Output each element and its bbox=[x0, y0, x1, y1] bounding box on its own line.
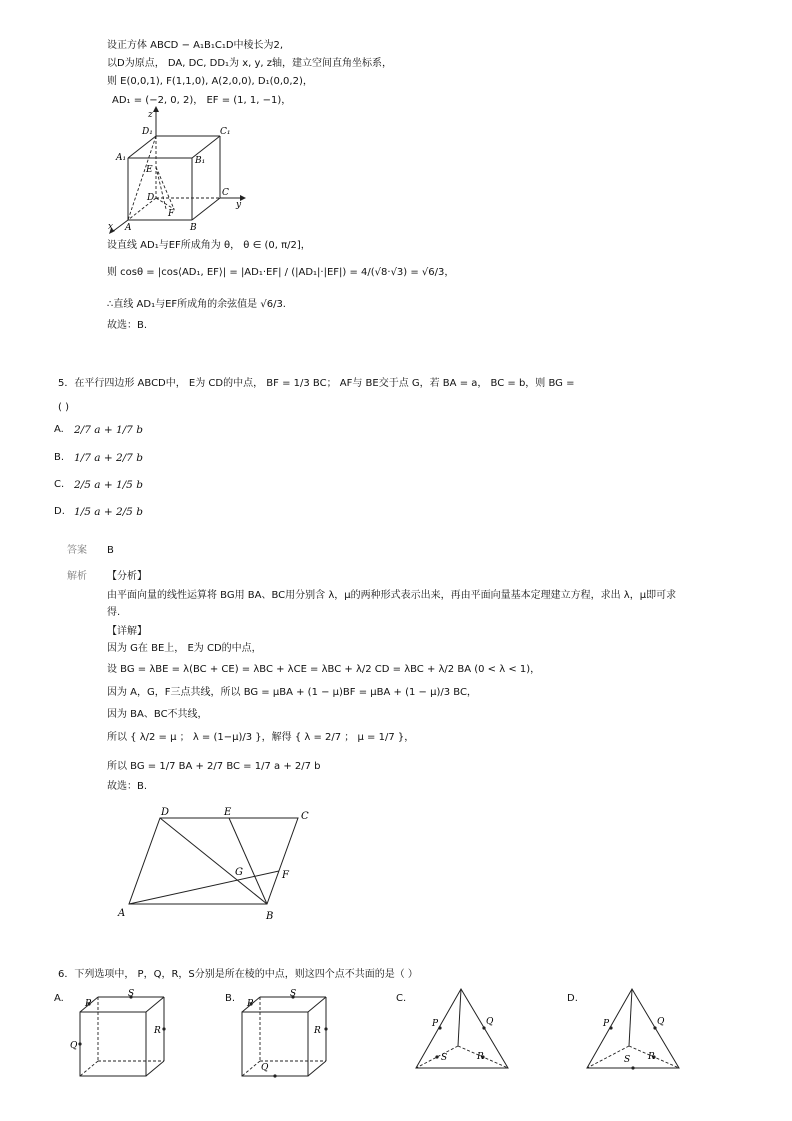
q6a-label-p: P bbox=[85, 999, 92, 1009]
q5-option-c-letter: C. bbox=[54, 479, 65, 490]
q6a-label-r: R bbox=[154, 1026, 161, 1036]
q6-option-a-letter: A. bbox=[54, 993, 64, 1004]
cube-label-x: x bbox=[108, 222, 114, 232]
sol4-line-3: 则 E(0,0,1), F(1,1,0), A(2,0,0), D₁(0,0,2)， bbox=[107, 76, 313, 87]
fig5-label-g: G bbox=[235, 867, 243, 878]
fig5-label-b: B bbox=[266, 911, 274, 922]
q5-detail-line-1: 因为 G在 BE上， E为 CD的中点， bbox=[107, 643, 262, 654]
cube-label-a: A bbox=[125, 223, 132, 233]
cube-label-c: C bbox=[222, 188, 229, 198]
q5-analysis-line-1: 由平面向量的线性运算将 BG用 BA、BC用分别含 λ，μ的两种形式表示出来，再由平面向量基本定理建立方程，求出 λ，μ即可求 bbox=[107, 590, 677, 601]
q6-option-d-letter: D. bbox=[567, 993, 578, 1004]
parallelogram-figure-q5 bbox=[110, 800, 320, 925]
q6c-label-q: Q bbox=[486, 1017, 494, 1027]
q6-option-c-letter: C. bbox=[396, 993, 407, 1004]
cube-label-d: D bbox=[147, 193, 155, 203]
q5-option-c-text: 2/5 a + 1/5 b bbox=[74, 479, 143, 491]
q6-option-b-letter: B. bbox=[225, 993, 236, 1004]
q6-stem: 6．下列选项中， P，Q，R，S分别是所在棱的中点，则这四个点不共面的是（ ） bbox=[58, 969, 418, 980]
cube-label-e: E bbox=[146, 165, 153, 175]
q6b-label-p: P bbox=[247, 999, 254, 1009]
q5-analysis-line-2: 得. bbox=[107, 607, 121, 618]
q6-option-b-figure bbox=[228, 986, 338, 1081]
sol4-line-7: ∴直线 AD₁与EF所成角的余弦值是 √6/3. bbox=[107, 299, 286, 310]
q5-option-d-letter: D. bbox=[54, 506, 65, 517]
q6-option-a-figure bbox=[66, 986, 176, 1081]
fig5-label-d: D bbox=[161, 807, 170, 818]
cube-label-a1: A₁ bbox=[116, 153, 127, 163]
cube-label-f: F bbox=[168, 209, 175, 219]
q5-analysis-label: 解析 bbox=[67, 571, 87, 582]
sol4-line-2: 以D为原点， DA, DC, DD₁为 x, y, z轴，建立空间直角坐标系， bbox=[107, 58, 393, 69]
cube-figure-q4 bbox=[100, 106, 260, 234]
sol4-line-1: 设正方体 ABCD − A₁B₁C₁D中棱长为2, bbox=[107, 40, 284, 51]
cube-label-d1: D₁ bbox=[142, 127, 153, 137]
cube-label-y: y bbox=[236, 200, 242, 210]
q5-xiangjie-heading: 【详解】 bbox=[107, 626, 147, 637]
q5-option-d-text: 1/5 a + 2/5 b bbox=[74, 506, 143, 518]
q5-detail-line-7: 故选：B. bbox=[107, 781, 148, 792]
q6c-label-r: R bbox=[477, 1052, 484, 1062]
q5-answer-blank: ( ) bbox=[58, 402, 69, 413]
sol4-line-8: 故选：B. bbox=[107, 320, 148, 331]
fig5-label-e: E bbox=[224, 807, 232, 818]
sol4-line-6: 则 cosθ = |cos⟨AD₁, EF⟩| = |AD₁·EF| / (|AD₁|·|EF|) = 4/(√8·√3) = √6/3， bbox=[107, 267, 455, 278]
q6a-label-q: Q bbox=[70, 1041, 78, 1051]
q6d-label-q: Q bbox=[657, 1017, 665, 1027]
cube-label-b: B bbox=[190, 223, 197, 233]
q5-answer-value: B bbox=[107, 545, 114, 556]
sol4-line-4: AD₁ = (−2, 0, 2)， EF = (1, 1, −1)， bbox=[112, 95, 292, 106]
q5-option-b-letter: B. bbox=[54, 452, 65, 463]
q6-option-d-figure bbox=[579, 984, 687, 1074]
q5-detail-line-5: 所以 { λ/2 = μ ； λ = (1−μ)/3 }，解得 { λ = 2/7 ； μ = 1/7 }， bbox=[107, 732, 415, 743]
q5-stem: 5．在平行四边形 ABCD中， E为 CD的中点， BF = 1/3 BC； AF与 BE交于点 G，若 BA = a， BC = b，则 BG = bbox=[58, 378, 575, 389]
q6d-label-p: P bbox=[603, 1019, 610, 1029]
cube-label-c1: C₁ bbox=[220, 127, 231, 137]
cube-label-z: z bbox=[148, 110, 153, 120]
sol4-line-5: 设直线 AD₁与EF所成角为 θ， θ ∈ (0, π/2]， bbox=[107, 240, 311, 251]
q5-option-b-text: 1/7 a + 2/7 b bbox=[74, 452, 143, 464]
q6-option-c-figure bbox=[408, 984, 516, 1074]
q5-detail-line-2: 设 BG = λBE = λ(BC + CE) = λBC + λCE = λBC + λ/2 CD = λBC + λ/2 BA (0 < λ < 1)， bbox=[107, 664, 541, 675]
q6b-label-s: S bbox=[290, 989, 297, 999]
q6d-label-s: S bbox=[624, 1055, 631, 1065]
q6c-label-p: P bbox=[432, 1019, 439, 1029]
q6b-label-q: Q bbox=[261, 1063, 269, 1073]
q6c-label-s: S bbox=[441, 1053, 448, 1063]
cube-label-b1: B₁ bbox=[195, 156, 206, 166]
q5-detail-line-6: 所以 BG = 1/7 BA + 2/7 BC = 1/7 a + 2/7 b bbox=[107, 761, 321, 772]
q5-option-a-text: 2/7 a + 1/7 b bbox=[74, 424, 143, 436]
fig5-label-f: F bbox=[282, 870, 289, 881]
fig5-label-a: A bbox=[118, 908, 126, 919]
fig5-label-c: C bbox=[301, 811, 309, 822]
q6a-label-s: S bbox=[128, 989, 135, 999]
q5-detail-line-4: 因为 BA、BC不共线， bbox=[107, 709, 208, 720]
q5-option-a-letter: A. bbox=[54, 424, 64, 435]
q6b-label-r: R bbox=[314, 1026, 321, 1036]
q5-answer-label: 答案 bbox=[67, 545, 87, 556]
q5-detail-line-3: 因为 A，G，F三点共线，所以 BG = μBA + (1 − μ)BF = μBA + (1 − μ)/3 BC， bbox=[107, 687, 477, 698]
q6d-label-r: R bbox=[648, 1052, 655, 1062]
q5-fenxi-heading: 【分析】 bbox=[107, 571, 147, 582]
